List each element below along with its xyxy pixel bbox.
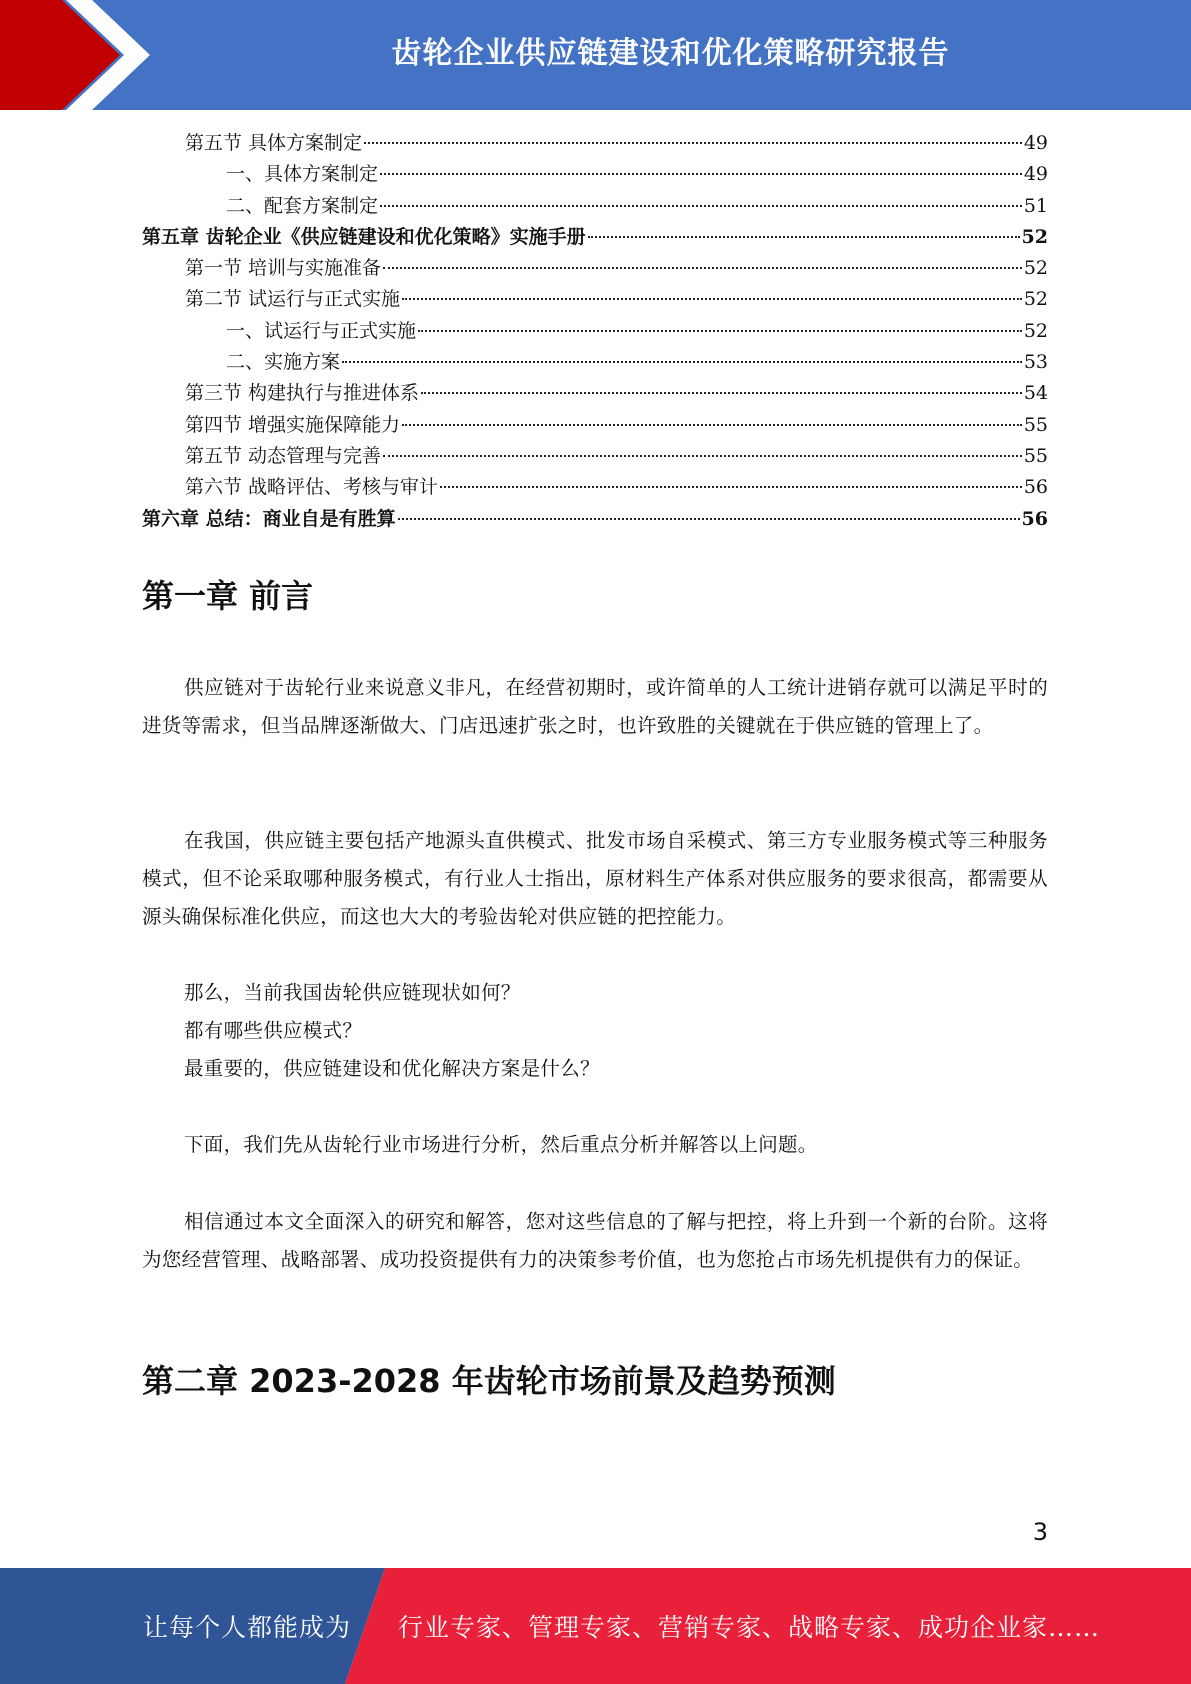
report-title: 齿轮企业供应链建设和优化策略研究报告	[391, 36, 950, 71]
toc-entry-label: 第六节 战略评估、考核与审计	[185, 476, 439, 499]
toc-entry-page: 55	[1023, 444, 1048, 467]
toc-entry-label: 第二节 试运行与正式实施	[185, 288, 401, 311]
toc-entry[interactable]	[142, 284, 1048, 315]
toc-entry[interactable]	[142, 128, 1048, 159]
toc-entry-label: 二、配套方案制定	[226, 194, 379, 217]
toc-entry-page: 56	[1021, 507, 1048, 530]
toc-entry[interactable]	[142, 347, 1048, 378]
toc-entry-label: 二、实施方案	[226, 351, 341, 374]
footer-slogan-right: 行业专家、管理专家、营销专家、战略专家、成功企业家……	[398, 1613, 1101, 1642]
toc-leader-dots	[398, 518, 1020, 520]
toc-entry-page: 51	[1023, 194, 1048, 217]
toc-leader-dots	[342, 361, 1022, 363]
toc-entry-label: 一、具体方案制定	[226, 163, 379, 186]
toc-entry-page: 52	[1023, 319, 1048, 342]
toc-entry-label: 第六章 总结：商业自是有胜算	[142, 507, 396, 530]
toc-leader-dots	[440, 486, 1022, 488]
toc-entry-page: 55	[1023, 413, 1048, 436]
footer-slogan-left: 让每个人都能成为	[143, 1613, 352, 1642]
toc-entry-page: 52	[1021, 225, 1048, 248]
toc-leader-dots	[364, 142, 1022, 144]
toc-leader-dots	[383, 267, 1022, 269]
toc-entry[interactable]	[142, 504, 1048, 535]
toc-entry[interactable]	[142, 159, 1048, 190]
toc-leader-dots	[402, 298, 1022, 300]
toc-entry-page: 49	[1023, 163, 1048, 186]
conclusion-paragraph: 相信通过本文全面深入的研究和解答，您对这些信息的了解与把控，将上升到一个新的台阶。这将为您经营管理、战略部署、成功投资提供有力的决策参考价值，也为您抢占市场先机提供有力的保证。	[142, 1210, 1048, 1271]
toc-entry-page: 52	[1023, 288, 1048, 311]
toc-entry[interactable]	[142, 316, 1048, 347]
toc-entry-label: 第五节 具体方案制定	[185, 132, 363, 154]
toc-leader-dots	[588, 236, 1020, 238]
toc-entry-label: 第四节 增强实施保障能力	[185, 413, 401, 436]
table-of-contents	[142, 128, 1048, 535]
toc-entry-page: 49	[1023, 132, 1048, 154]
toc-entry[interactable]	[142, 410, 1048, 441]
chapter-heading: 第二章 2023-2028 年齿轮市场前景及趋势预测	[142, 1362, 836, 1400]
page-footer	[0, 1568, 1191, 1684]
chapter-heading: 第一章 前言	[142, 577, 314, 615]
toc-entry-page: 56	[1023, 476, 1048, 499]
toc-leader-dots	[383, 455, 1022, 457]
question-line: 那么，当前我国齿轮供应链现状如何？	[184, 981, 521, 1004]
toc-entry[interactable]	[142, 441, 1048, 472]
toc-entry-page: 52	[1023, 257, 1048, 280]
toc-entry-label: 第一节 培训与实施准备	[185, 257, 382, 280]
toc-entry[interactable]	[142, 191, 1048, 222]
toc-leader-dots	[380, 173, 1022, 175]
toc-leader-dots	[402, 424, 1022, 426]
question-line: 最重要的，供应链建设和优化解决方案是什么？	[184, 1057, 600, 1080]
toc-entry[interactable]	[142, 472, 1048, 503]
toc-entry-label: 一、试运行与正式实施	[226, 319, 417, 342]
toc-leader-dots	[421, 392, 1022, 394]
page-number: 3	[1032, 1518, 1048, 1546]
intro-paragraph: 供应链对于齿轮行业来说意义非凡，在经营初期时，或许简单的人工统计进销存就可以满足平时的进货等需求，但当品牌逐渐做大、门店迅速扩张之时，也许致胜的关键就在于供应链的管理上了。	[142, 676, 1048, 737]
toc-entry[interactable]	[142, 222, 1048, 253]
header-chevron-icon	[0, 0, 160, 110]
toc-entry[interactable]	[142, 253, 1048, 284]
toc-entry-label: 第五章 齿轮企业《供应链建设和优化策略》实施手册	[142, 225, 586, 248]
toc-entry-label: 第五节 动态管理与完善	[185, 444, 382, 467]
analysis-paragraph: 下面，我们先从齿轮行业市场进行分析，然后重点分析并解答以上问题。	[184, 1133, 818, 1156]
toc-leader-dots	[418, 330, 1022, 332]
toc-entry-label: 第三节 构建执行与推进体系	[185, 382, 420, 405]
toc-entry-page: 53	[1023, 351, 1048, 374]
page-header	[0, 0, 1191, 110]
toc-entry[interactable]	[142, 378, 1048, 409]
toc-leader-dots	[380, 205, 1022, 207]
supply-models-paragraph: 在我国，供应链主要包括产地源头直供模式、批发市场自采模式、第三方专业服务模式等三种服务模式，但不论采取哪种服务模式，有行业人士指出，原材料生产体系对供应服务的要求很高，都需要从源头确保标准化供应，而这也大大的考验齿轮对供应链的把控能力。	[142, 829, 1048, 928]
question-line: 都有哪些供应模式？	[184, 1019, 363, 1042]
toc-entry-page: 54	[1023, 382, 1048, 405]
